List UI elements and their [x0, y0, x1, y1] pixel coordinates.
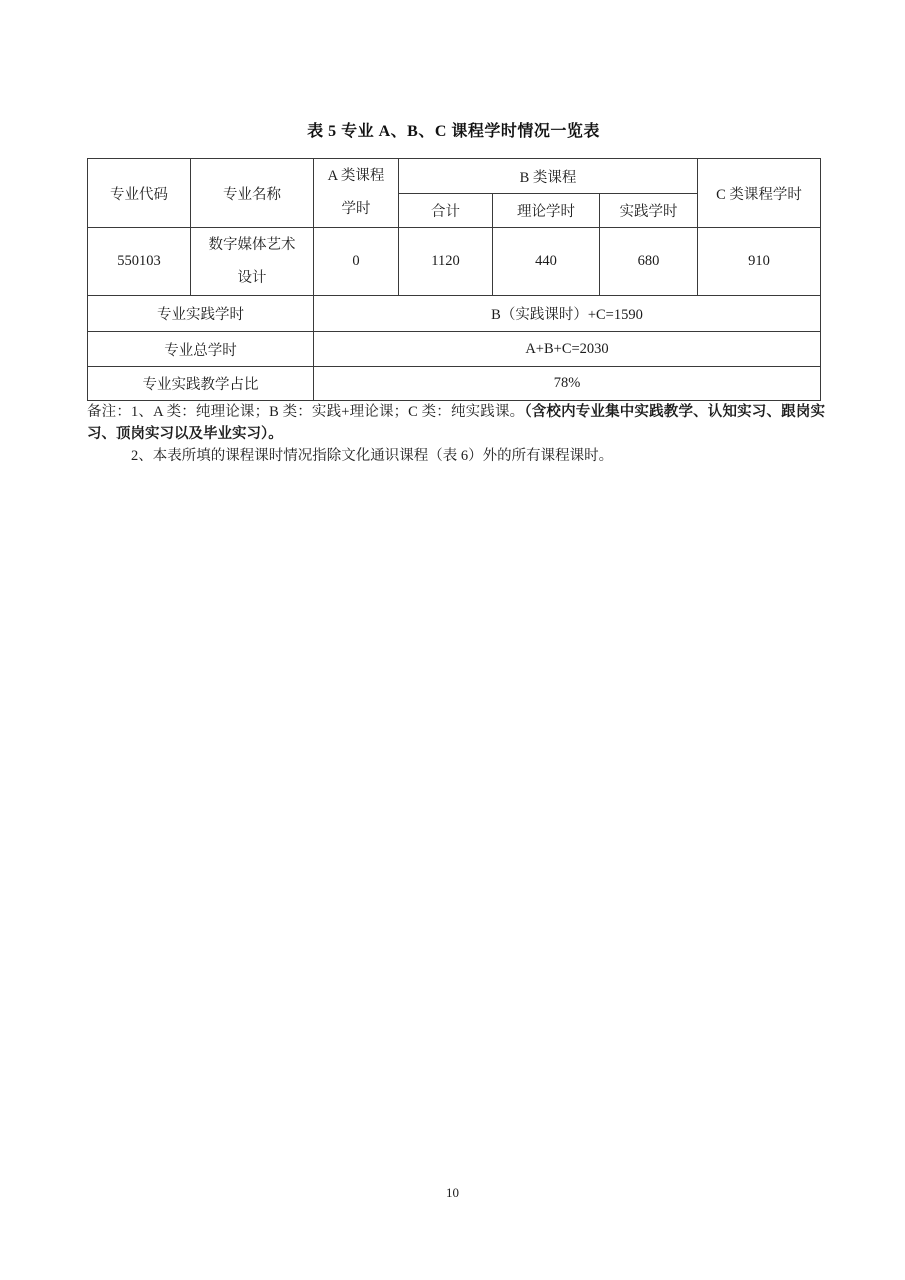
- header-b-practice: 实践学时: [600, 194, 698, 228]
- cell-major-code: 550103: [88, 228, 191, 296]
- header-a-hours: [314, 159, 399, 228]
- header-major-code: 专业代码: [88, 159, 191, 228]
- note-1-regular-text: 备注：1、A 类：纯理论课；B 类：实践+理论课；C 类：纯实践课。: [87, 404, 525, 420]
- note-line-1: [87, 401, 825, 445]
- summary-label: 专业实践教学占比: [88, 367, 314, 401]
- cell-major-name-line1: 数字媒体艺术: [208, 236, 296, 253]
- header-b-total: 合计: [399, 194, 493, 228]
- header-major-name: 专业名称: [191, 159, 314, 228]
- cell-b-total: 1120: [399, 228, 493, 296]
- summary-label: 专业实践学时: [88, 296, 314, 332]
- summary-row-practice-hours: [88, 296, 821, 332]
- cell-c-hours: 910: [698, 228, 821, 296]
- summary-label: 专业总学时: [88, 332, 314, 367]
- cell-a-hours: 0: [314, 228, 399, 296]
- notes-block: [87, 401, 825, 467]
- page-number: 10: [446, 1185, 459, 1200]
- header-a-hours-line2: 学时: [341, 201, 371, 217]
- cell-b-theory: 440: [493, 228, 600, 296]
- header-a-hours-line1: A 类课程: [327, 168, 385, 184]
- note-1-bold-text: （含校内专业集中实践教学、认知实习、跟岗实习、顶岗实习以及毕业实习）。: [87, 404, 825, 442]
- cell-b-practice: 680: [600, 228, 698, 296]
- summary-row-total-hours: [88, 332, 821, 367]
- table-data-row: [88, 228, 821, 296]
- page-title: 表 5 专业 A、B、C 课程学时情况一览表: [307, 123, 600, 140]
- summary-value: 78%: [314, 367, 821, 401]
- cell-major-name-line2: 设计: [237, 269, 267, 286]
- summary-row-practice-ratio: [88, 367, 821, 401]
- note-line-2: 2、本表所填的课程课时情况指除文化通识课程（表 6）外的所有课程课时。: [131, 448, 614, 464]
- summary-value: B（实践课时）+C=1590: [314, 296, 821, 332]
- header-c-hours: C 类课程学时: [698, 159, 821, 228]
- summary-value: A+B+C=2030: [314, 332, 821, 367]
- header-b-group: B 类课程: [399, 159, 698, 194]
- course-hours-table: [87, 158, 821, 401]
- cell-major-name: [191, 228, 314, 296]
- table-header-row-1: [88, 159, 821, 194]
- header-b-theory: 理论学时: [493, 194, 600, 228]
